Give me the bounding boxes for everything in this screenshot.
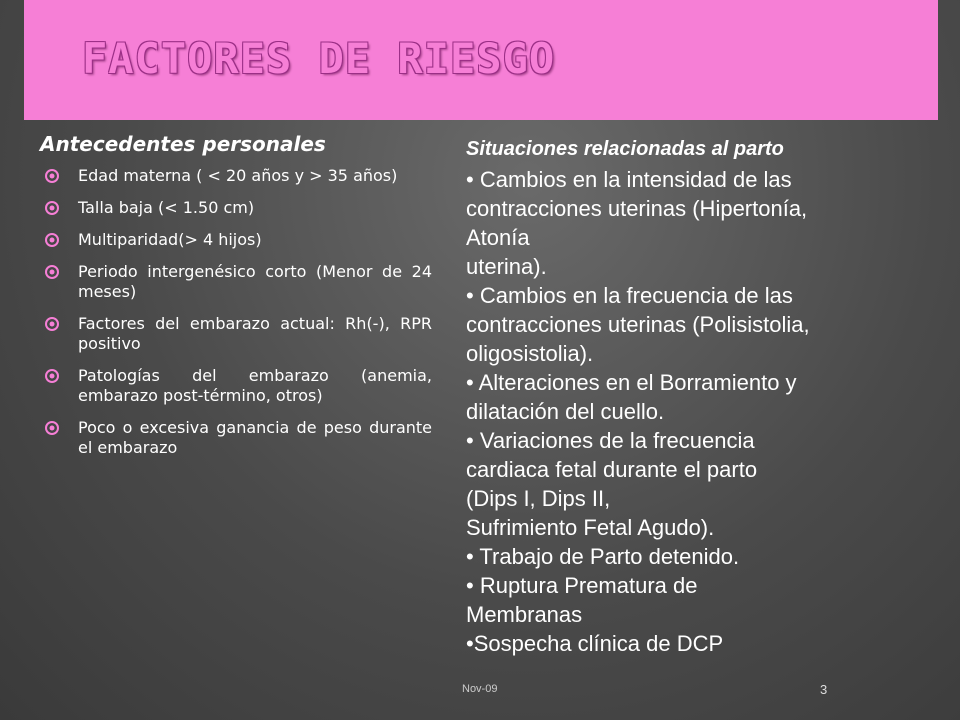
body-line: cardiaca fetal durante el parto [466, 457, 758, 482]
list-item [40, 314, 432, 354]
right-column [466, 138, 936, 658]
circle-target-icon [44, 420, 60, 436]
circle-target-icon [44, 264, 60, 280]
list-item-text: Multiparidad(> 4 hijos) [78, 230, 262, 249]
body-line: • Alteraciones en el Borramiento y [466, 370, 797, 395]
list-item [40, 366, 432, 406]
list-item [40, 418, 432, 458]
body-line: oligosistolia). [466, 341, 594, 366]
body-line: uterina). [466, 254, 547, 279]
slide-title: FACTORES DE RIESGO [82, 34, 556, 83]
right-text-body [466, 165, 936, 658]
body-line: Atonía [466, 225, 530, 250]
body-line: contracciones uterinas (Hipertonía, [466, 196, 808, 221]
list-item [40, 262, 432, 302]
body-line: (Dips I, Dips II, [466, 486, 611, 511]
list-item-text: Talla baja (< 1.50 cm) [78, 198, 255, 217]
right-heading: Situaciones relacionadas al parto [466, 138, 784, 160]
left-column [40, 132, 432, 470]
list-item-text: Edad materna ( < 20 años y > 35 años) [78, 166, 398, 185]
body-line: • Trabajo de Parto detenido. [466, 544, 740, 569]
body-line: • Ruptura Prematura de [466, 573, 698, 598]
list-item-text: Periodo intergenésico corto (Menor de 24 meses) [78, 262, 432, 301]
body-line: • Variaciones de la frecuencia [466, 428, 755, 453]
circle-target-icon [44, 316, 60, 332]
circle-target-icon [44, 168, 60, 184]
list-item-text: Poco o excesiva ganancia de peso durante el embarazo [78, 418, 432, 457]
circle-target-icon [44, 368, 60, 384]
body-line: contracciones uterinas (Polisistolia, [466, 312, 810, 337]
body-line: • Cambios en la intensidad de las [466, 167, 792, 192]
circle-target-icon [44, 232, 60, 248]
footer-date: Nov-09 [462, 683, 498, 695]
list-item [40, 166, 432, 186]
body-line: dilatación del cuello. [466, 399, 665, 424]
list-item [40, 230, 432, 250]
body-line: Sufrimiento Fetal Agudo). [466, 515, 715, 540]
circle-target-icon [44, 200, 60, 216]
list-item [40, 198, 432, 218]
left-heading: Antecedentes personales [40, 132, 326, 156]
body-line: •Sospecha clínica de DCP [466, 631, 724, 656]
body-line: • Cambios en la frecuencia de las [466, 283, 793, 308]
left-bullet-list [40, 166, 432, 458]
list-item-text: Patologías del embarazo (anemia, embarazo post-término, otros) [78, 366, 432, 405]
list-item-text: Factores del embarazo actual: Rh(-), RPR positivo [78, 314, 432, 353]
body-line: Membranas [466, 602, 583, 627]
page-number: 3 [820, 682, 828, 697]
